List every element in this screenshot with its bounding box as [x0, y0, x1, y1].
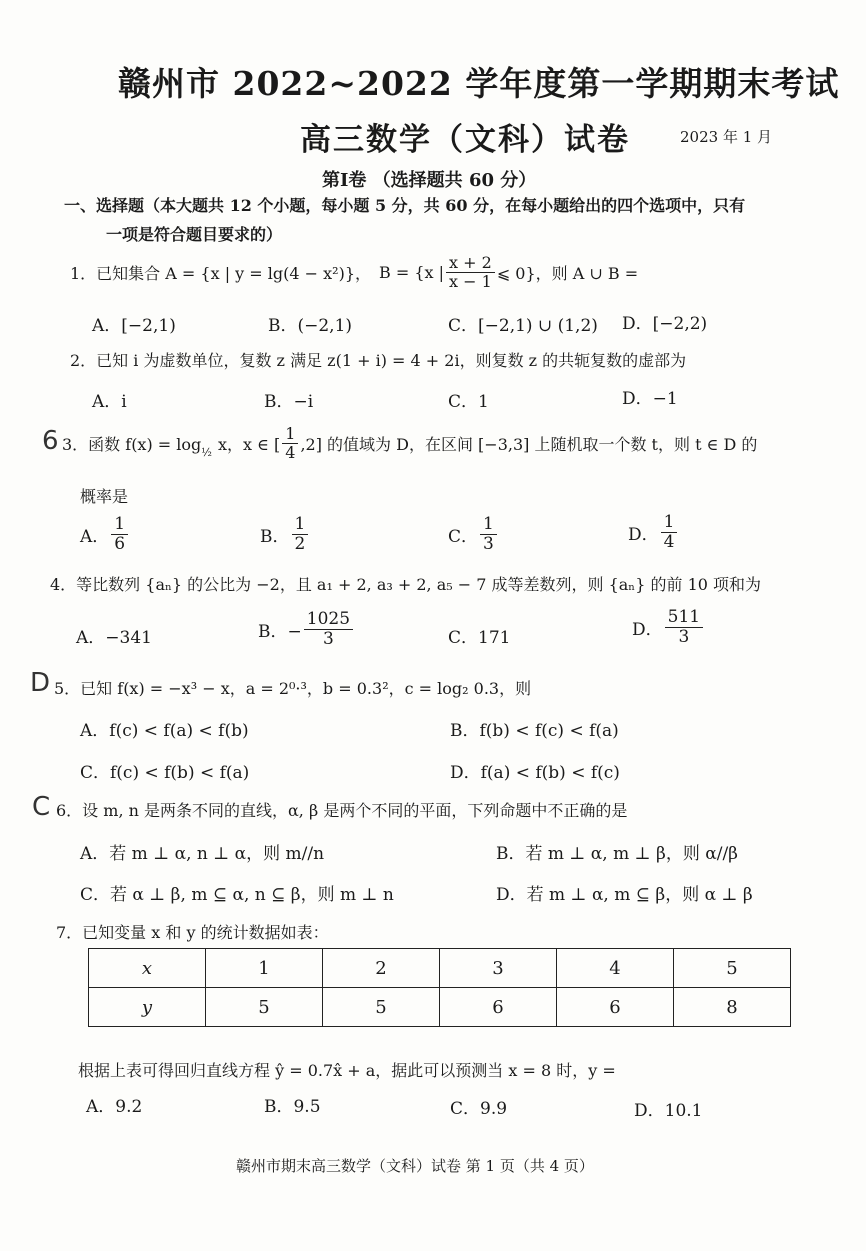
q3-option-d [628, 513, 679, 551]
q3-option-d-label: D． [628, 524, 659, 545]
table-cell: 6 [440, 988, 557, 1027]
table-cell: 3 [440, 949, 557, 988]
q4-option-d [632, 608, 705, 646]
q7-option-d: D．10.1 [634, 1101, 703, 1121]
q7-option-c: C．9.9 [450, 1099, 508, 1119]
q1-frac-num: x + 2 [446, 254, 495, 273]
q3-option-c-label: C． [448, 526, 479, 547]
q4-option-d-num: 511 [665, 608, 703, 628]
section-instructions-line1: 一、选择题（本大题共 12 个小题，每小题 5 分，共 60 分，在每小题给出的四个选项中，只有 [64, 196, 746, 215]
table-cell: y [89, 988, 206, 1027]
q6-option-d: D．若 m ⊥ α, m ⊆ β，则 α ⊥ β [496, 885, 753, 905]
q7-option-b: B．9.5 [264, 1097, 321, 1117]
part-heading: 第Ⅰ卷 （选择题共 60 分） [322, 170, 537, 191]
q4-option-c: C．171 [448, 628, 511, 648]
q3-stem-a: 3．函数 f(x) = log [62, 434, 202, 454]
table-row-x [89, 949, 791, 988]
q5-option-a: A．f(c) < f(a) < f(b) [80, 721, 249, 741]
q3-option-b-label: B． [260, 526, 290, 547]
q2-option-a: A．i [92, 392, 127, 412]
exam-title: 赣州市 2022~2022 学年度第一学期期末考试 [118, 64, 840, 103]
q3-option-b [260, 515, 310, 553]
q1-option-c: C．[−2,1) ∪ (1,2) [448, 316, 598, 336]
q1-stem-b: B = {x | [379, 262, 445, 282]
handwritten-mark-q3: 6 [42, 426, 59, 456]
table-cell: 5 [206, 988, 323, 1027]
handwritten-mark-q5: D [30, 668, 51, 698]
q6-stem: 6．设 m, n 是两条不同的直线，α, β 是两个不同的平面，下列命题中不正确的是 [56, 801, 628, 820]
q1-fraction [446, 254, 495, 290]
q2-option-b: B．−i [264, 392, 314, 412]
q4-option-b-num: 1025 [304, 610, 353, 630]
q3-option-c [448, 515, 499, 553]
q3-option-a-num: 1 [111, 515, 128, 535]
q4-option-a: A．−341 [76, 628, 152, 648]
q4-option-b-den: 3 [322, 628, 334, 649]
q3-stem-c: ,2] 的值域为 D，在区间 [−3,3] 上随机取一个数 t，则 t ∈ D 的 [300, 434, 758, 454]
q1-frac-den: x − 1 [449, 271, 492, 291]
q1-option-d: D．[−2,2) [622, 314, 708, 334]
q3-option-d-den: 4 [663, 531, 675, 552]
q7-regression-note: 根据上表可得回归直线方程 ŷ = 0.7x̂ + a，据此可以预测当 x = 8 时，y = [78, 1061, 616, 1080]
q3-option-c-den: 3 [483, 533, 494, 554]
q7-data-table [88, 948, 791, 1027]
q3-frac-num: 1 [282, 425, 298, 444]
table-cell: 2 [323, 949, 440, 988]
table-cell: 4 [557, 949, 674, 988]
q4-option-b [258, 610, 355, 648]
exam-subtitle: 高三数学（文科）试卷 [300, 122, 630, 158]
q6-option-a: A．若 m ⊥ α, n ⊥ α，则 m//n [80, 844, 325, 864]
q5-option-c: C．f(c) < f(b) < f(a) [80, 763, 250, 783]
q4-option-b-label: B．− [258, 621, 302, 642]
q1-stem [70, 254, 638, 290]
section-instructions-line2: 一项是符合题目要求的） [106, 225, 283, 244]
handwritten-mark-q6: C [32, 792, 51, 822]
q2-stem: 2．已知 i 为虚数单位，复数 z 满足 z(1 + i) = 4 + 2i，则复数 z 的共轭复数的虚部为 [70, 351, 687, 370]
q4-option-d-den: 3 [678, 626, 690, 647]
q3-stem-b: x，x ∈ [ [217, 434, 281, 454]
q1-stem-a: 1．已知集合 A = {x | y = lg(4 − x²)}， [70, 263, 372, 283]
q3-frac-den: 4 [285, 442, 296, 462]
q3-option-b-num: 1 [292, 515, 309, 535]
q3-fraction [282, 425, 298, 461]
q4-stem: 4．等比数列 {aₙ} 的公比为 −2，且 a₁ + 2, a₃ + 2, a₅ − 7 成等差数列，则 {aₙ} 的前 10 项和为 [50, 575, 762, 594]
q3-option-c-num: 1 [480, 515, 497, 535]
q7-option-a: A．9.2 [86, 1097, 143, 1117]
table-cell: 5 [323, 988, 440, 1027]
q4-option-d-label: D． [632, 619, 663, 640]
table-cell: 6 [557, 988, 674, 1027]
q6-option-c: C．若 α ⊥ β, m ⊆ α, n ⊆ β，则 m ⊥ n [80, 885, 394, 905]
q3-option-b-den: 2 [294, 533, 306, 554]
exam-date: 2023 年 1 月 [680, 128, 773, 146]
q2-option-d: D．−1 [622, 389, 678, 409]
q1-option-a: A．[−2,1) [92, 316, 176, 336]
q3-option-a-den: 6 [114, 533, 126, 554]
q7-stem: 7．已知变量 x 和 y 的统计数据如表： [56, 923, 329, 942]
q3-option-a [80, 515, 130, 553]
table-row-y [89, 988, 791, 1027]
q3-stem [62, 425, 757, 461]
q2-option-c: C．1 [448, 392, 489, 412]
q3-stem-continued: 概率是 [80, 487, 129, 506]
q3-option-d-num: 1 [661, 513, 678, 533]
q1-option-b: B．(−2,1) [268, 316, 353, 336]
page-footer: 赣州市期末高三数学（文科）试卷 第 1 页（共 4 页） [236, 1157, 594, 1175]
q5-stem: 5．已知 f(x) = −x³ − x，a = 2⁰·³，b = 0.3²，c = log₂ 0.3，则 [54, 679, 532, 698]
table-cell: 5 [674, 949, 791, 988]
q3-log-base: ½ [201, 445, 212, 459]
q3-option-a-label: A． [80, 526, 110, 547]
table-cell: 8 [674, 988, 791, 1027]
q6-option-b: B．若 m ⊥ α, m ⊥ β，则 α//β [496, 844, 739, 864]
table-cell: 1 [206, 949, 323, 988]
table-cell: x [89, 949, 206, 988]
q1-stem-c: ⩽ 0}，则 A ∪ B = [496, 263, 639, 283]
q5-option-b: B．f(b) < f(c) < f(a) [450, 721, 619, 741]
q5-option-d: D．f(a) < f(b) < f(c) [450, 763, 620, 783]
